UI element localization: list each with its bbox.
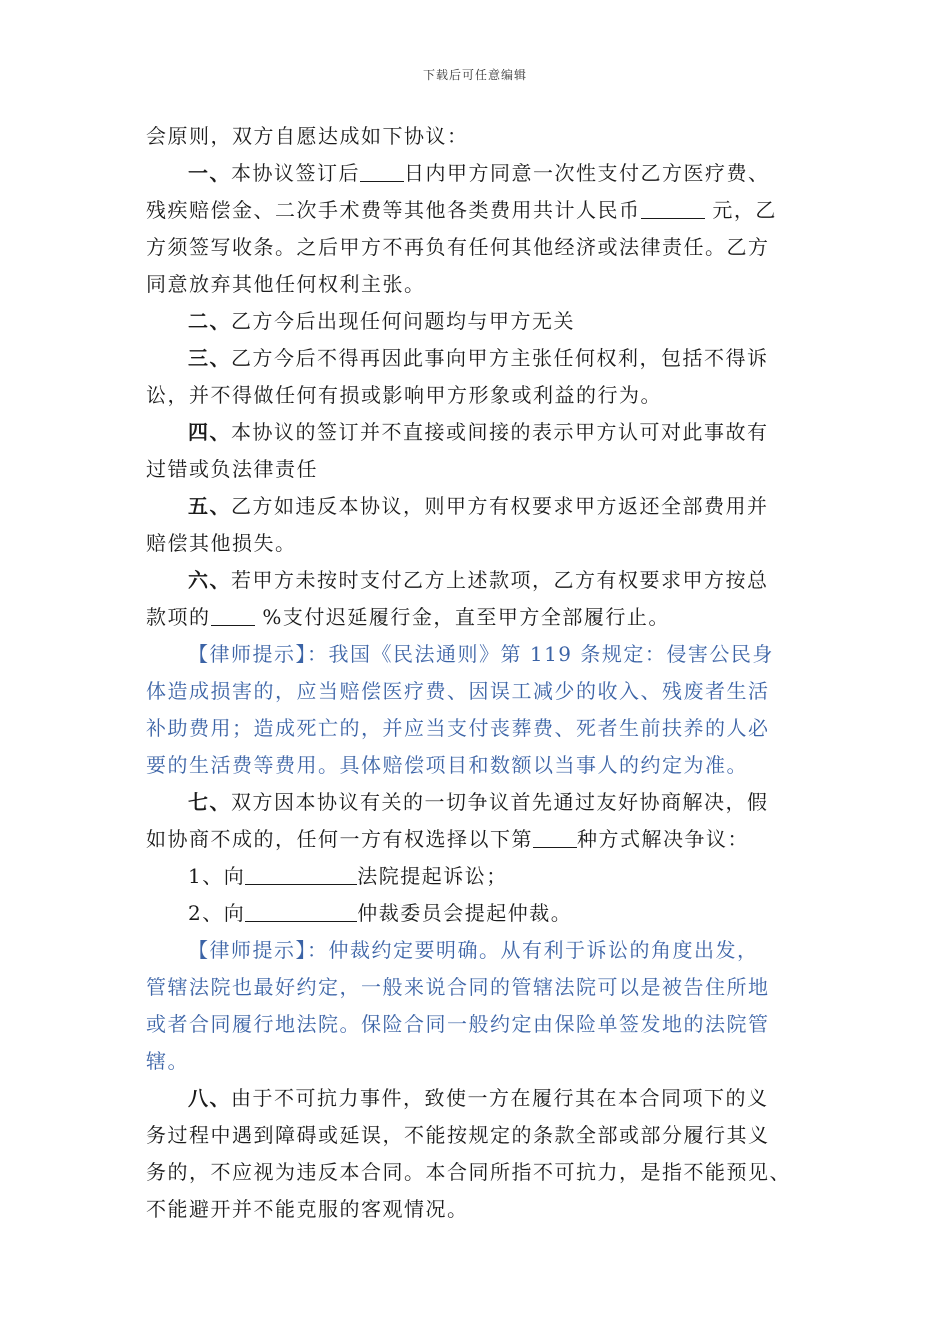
clause-text: 同意放弃其他任何权利主张。 [146, 272, 426, 296]
arbitration-blank[interactable] [245, 897, 357, 922]
clause-text: 过错或负法律责任 [146, 457, 318, 481]
document-body [146, 118, 806, 1228]
percent-blank[interactable] [211, 601, 255, 626]
clause-number: 七、 [188, 790, 231, 814]
clause-2 [146, 303, 806, 340]
clause-text: 乙方今后不得再因此事向甲方主张任何权利，包括不得诉 [231, 346, 769, 370]
clause-text: 乙方如违反本协议，则甲方有权要求甲方返还全部费用并 [231, 494, 769, 518]
clause-text: 由于不可抗力事件，致使一方在履行其在本合同项下的义 [231, 1086, 769, 1110]
clause-8 [146, 1080, 806, 1228]
clause-text: 双方因本协议有关的一切争议首先通过友好协商解决，假 [231, 790, 769, 814]
clause-text: 种方式解决争议： [577, 827, 749, 851]
clause-text: 赔偿其他损失。 [146, 531, 297, 555]
lawyer-tip-2 [146, 932, 806, 1080]
clause-3 [146, 340, 806, 414]
page-header: 下载后可任意编辑 [422, 68, 527, 82]
amount-blank[interactable] [641, 194, 705, 219]
clause-text: 款项的 [146, 605, 211, 629]
clause-4 [146, 414, 806, 488]
option-text: 1、向 [188, 864, 246, 888]
days-blank[interactable] [360, 157, 404, 182]
clause-text: 务过程中遇到障碍或延误，不能按规定的条款全部或部分履行其义 [146, 1123, 770, 1147]
clause-text: 务的，不应视为违反本合同。本合同所指不可抗力，是指不能预见、 [146, 1160, 791, 1184]
clause-number: 二、 [188, 309, 231, 333]
clause-number: 六、 [188, 568, 231, 592]
clause-number: 八、 [188, 1086, 231, 1110]
intro-line: 会原则，双方自愿达成如下协议： [146, 124, 469, 148]
clause-text: 乙方今后出现任何问题均与甲方无关 [231, 309, 575, 333]
option-blank[interactable] [533, 823, 577, 848]
tip-text: 或者合同履行地法院。保险合同一般约定由保险单签发地的法院管 [146, 1012, 770, 1036]
clause-5 [146, 488, 806, 562]
tip-text: 辖。 [146, 1049, 189, 1073]
clause-number: 一、 [188, 161, 231, 185]
clause-1 [146, 155, 806, 303]
clause-text: 如协商不成的，任何一方有权选择以下第 [146, 827, 533, 851]
tip-text: 体造成损害的，应当赔偿医疗费、因误工减少的收入、残废者生活 [146, 679, 770, 703]
clause-7 [146, 784, 806, 932]
clause-6 [146, 562, 806, 636]
tip-text: 要的生活费等费用。具体赔偿项目和数额以当事人的约定为准。 [146, 753, 748, 777]
clause-text: 本协议签订后 [231, 161, 360, 185]
clause-text: 方须签写收条。之后甲方不再负有任何其他经济或法律责任。乙方 [146, 235, 770, 259]
clause-text: 日内甲方同意一次性支付乙方医疗费、 [404, 161, 770, 185]
clause-text: 若甲方未按时支付乙方上述款项，乙方有权要求甲方按总 [231, 568, 769, 592]
clause-number: 五、 [188, 494, 231, 518]
court-blank[interactable] [245, 860, 357, 885]
option-text: 2、向 [188, 901, 246, 925]
clause-number: 三、 [188, 346, 231, 370]
option-text: 仲裁委员会提起仲裁。 [357, 901, 573, 925]
clause-text: 残疾赔偿金、二次手术费等其他各类费用共计人民币 [146, 198, 641, 222]
tip-text: 管辖法院也最好约定，一般来说合同的管辖法院可以是被告住所地 [146, 975, 770, 999]
clause-text: %支付迟延履行金，直至甲方全部履行止。 [254, 605, 670, 629]
lawyer-tip-1 [146, 636, 806, 784]
clause-text: 本协议的签订并不直接或间接的表示甲方认可对此事故有 [231, 420, 769, 444]
option-text: 法院提起诉讼； [357, 864, 508, 888]
clause-number: 四、 [188, 420, 231, 444]
tip-text: 补助费用；造成死亡的，并应当支付丧葬费、死者生前扶养的人必 [146, 716, 770, 740]
tip-text: 【律师提示】：仲裁约定要明确。从有利于诉讼的角度出发， [188, 938, 759, 962]
clause-text: 元，乙 [704, 198, 777, 222]
tip-text: 【律师提示】：我国《民法通则》第 119 条规定：侵害公民身 [188, 642, 774, 666]
clause-text: 不能避开并不能克服的客观情况。 [146, 1197, 469, 1221]
clause-text: 讼，并不得做任何有损或影响甲方形象或利益的行为。 [146, 383, 662, 407]
